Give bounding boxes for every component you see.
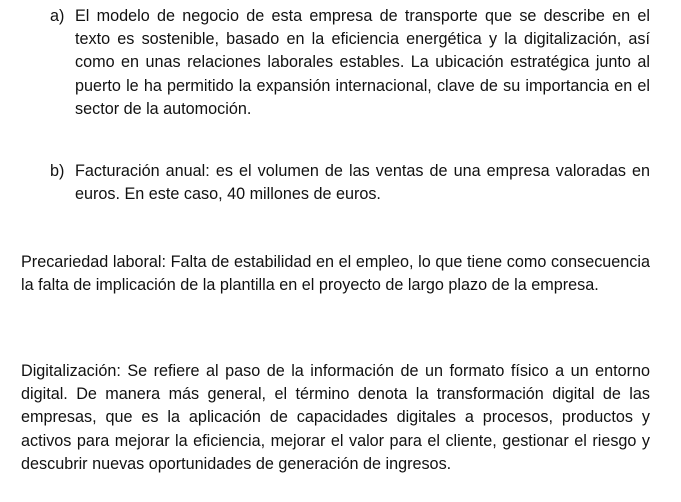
- list-item-label: b): [50, 162, 65, 180]
- list-item-b: [50, 160, 650, 206]
- paragraph-digitalizacion: Digitalización: Se refiere al paso de la información de un formato físico a un entorno digital. De manera más general, el término denota la transformación digital de las empresas, que es la aplicación de capacidades digitales a procesos, productos y activos para mejorar la eficiencia, mejorar el valor para el cliente, gestionar el riesgo y descubrir nuevas oportunidades de generación de ingresos.: [21, 362, 650, 473]
- list-item-a: [50, 5, 650, 121]
- list-item-text: El modelo de negocio de esta empresa de transporte que se describe en el texto es sostenible, basado en la eficiencia energética y la digitalización, así como en unas relaciones laborales estables. La ubicación estratégica junto al puerto le ha permitido la expansión internacional, clave de su importancia en el sector de la automoción.: [75, 7, 650, 118]
- list-item-text: Facturación anual: es el volumen de las ventas de una empresa valoradas en euros. En este caso, 40 millones de euros.: [75, 162, 650, 204]
- paragraph-precariedad-laboral: Precariedad laboral: Falta de estabilidad en el empleo, lo que tiene como consecuencia la falta de implicación de la plantilla en el proyecto de largo plazo de la empresa.: [21, 253, 650, 295]
- list-item-label: a): [50, 7, 65, 25]
